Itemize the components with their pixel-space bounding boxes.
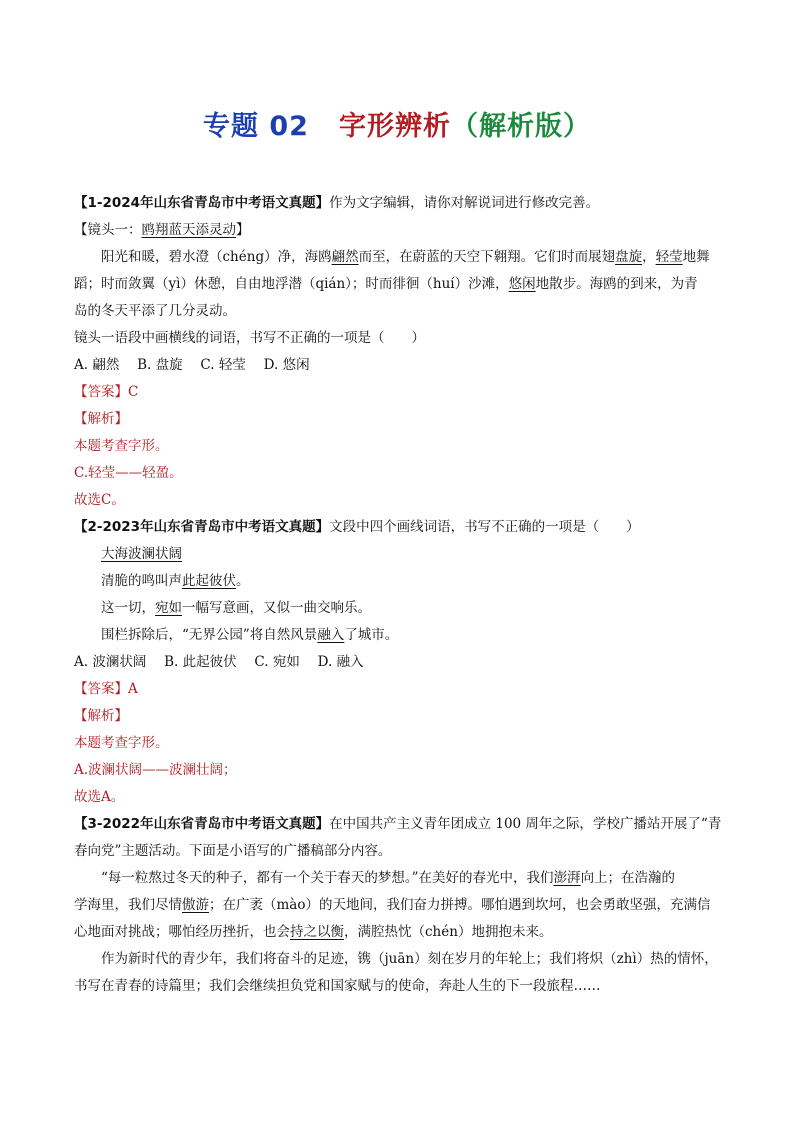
q1-analysis-1: 本题考查字形。 (74, 438, 169, 454)
underlined-word: 傲游 (182, 897, 209, 913)
text-span: ；在广袤（mào）的天地间，我们奋力拼搏。哪怕遇到坎坷，也会勇敢坚强，充满信 (209, 897, 711, 913)
q3-header-line (74, 811, 724, 838)
text-span: 蹈；时而敛翼（yì）休憩，自由地浮潜（qián）；时而徘徊（huí）沙滩， (74, 276, 509, 292)
text-span: 心地面对挑战；哪怕经历挫折，也会 (74, 924, 290, 940)
q3-passage-line-3 (74, 919, 724, 946)
underlined-word: 持之以衡 (290, 924, 344, 940)
q1-intro: 作为文字编辑，请你对解说词进行修改完善。 (329, 195, 600, 211)
q2-source: 【2-2023年山东省青岛市中考语文真题】 (74, 519, 330, 535)
underlined-word: 澎湃 (553, 870, 581, 886)
q1-analysis-label: 【解析】 (74, 411, 128, 427)
q1-passage-line-3: 岛的冬天平添了几分灵动。 (74, 303, 236, 319)
q2-answer: 【答案】A (74, 681, 138, 697)
text-span: 一幅写意画，又似一曲交响乐。 (182, 600, 371, 616)
text-span: 阳光和暖，碧水澄（chéng）净，海鸥 (101, 249, 332, 265)
text-span: 学海里，我们尽情 (74, 897, 182, 913)
q2-line-1 (74, 541, 724, 568)
document-body (74, 190, 724, 1000)
q2-analysis-2: A.波澜状阔——波澜壮阔； (74, 762, 237, 778)
q1-answer: 【答案】C (74, 384, 139, 400)
q2-analysis-3: 故选A。 (74, 789, 125, 805)
q2-line-4 (74, 622, 724, 649)
text-span: 而至，在蔚蓝的天空下翱翔。它们时而展翅 (358, 249, 616, 265)
title-version: （解析版） (450, 111, 591, 142)
q2-line-2 (74, 568, 724, 595)
q3-passage-line-2 (74, 892, 724, 919)
q3-intro-1: 在中国共产主义青年团成立 100 周年之际，学校广播站开展了“青 (329, 816, 722, 832)
q3-passage-line-5: 书写在青春的诗篇里；我们会继续担负党和国家赋与的使命，奔赴人生的下一段旅程…… (74, 978, 601, 994)
q1-passage-line-2 (74, 271, 724, 298)
text-span: 向上；在浩瀚的 (580, 870, 676, 886)
text-span: ，满腔热忱（chén）地拥抱未来。 (344, 924, 553, 940)
q1-analysis-2: C.轻莹——轻盈。 (74, 465, 183, 481)
q2-analysis-label: 【解析】 (74, 708, 128, 724)
underlined-word: 轻莹 (655, 249, 683, 265)
q1-lens-suffix: 】 (236, 222, 250, 238)
q2-options: A. 波澜状阔 B. 此起彼伏 C. 宛如 D. 融入 (74, 654, 364, 670)
text-span: ， (642, 249, 656, 265)
text-span: 。 (236, 573, 250, 589)
underlined-word: 盘旋 (615, 249, 643, 265)
q1-lens-prefix: 【镜头一： (74, 222, 142, 238)
underlined-word: 翩然 (331, 249, 359, 265)
q1-analysis-3: 故选C。 (74, 492, 125, 508)
text-span: 清脆的鸣叫声 (101, 573, 182, 589)
q2-line-3 (74, 595, 724, 622)
underlined-word: 悠闲 (508, 276, 536, 292)
text-span: 地舞 (682, 249, 710, 265)
q1-lens-heading (74, 217, 724, 244)
q3-passage-line-4: 作为新时代的青少年，我们将奋斗的足迹，镌（juān）刻在岁月的年轮上；我们将炽（zhì）热的情怀， (101, 951, 718, 967)
text-span: 围栏拆除后，“无界公园”将自然风景 (101, 627, 318, 643)
q1-passage-line-1 (74, 244, 724, 271)
q2-intro: 文段中四个画线词语，书写不正确的一项是（ ） (329, 519, 640, 535)
underlined-word: 宛如 (155, 600, 182, 616)
q2-header-line (74, 514, 724, 541)
underlined-word: 大海波澜状阔 (101, 546, 182, 562)
title-topic-name: 字形辨析 (338, 111, 451, 142)
q1-header-line (74, 190, 724, 217)
text-span: 这一切， (101, 600, 155, 616)
underlined-word: 此起彼伏 (182, 573, 236, 589)
q3-passage-line-1 (74, 865, 724, 892)
title-topic-number: 专题 02 (203, 111, 309, 142)
q3-source: 【3-2022年山东省青岛市中考语文真题】 (74, 816, 330, 832)
q2-analysis-1: 本题考查字形。 (74, 735, 169, 751)
q1-source: 【1-2024年山东省青岛市中考语文真题】 (74, 195, 330, 211)
q3-intro-2: 春向党”主题活动。下面是小语写的广播稿部分内容。 (74, 843, 392, 859)
underlined-word: 融入 (317, 627, 345, 643)
q1-question: 镜头一语段中画横线的词语，书写不正确的一项是（ ） (74, 330, 425, 346)
text-span: 地散步。海鸥的到来，为青 (535, 276, 698, 292)
page-title (0, 104, 794, 143)
text-span: 了城市。 (344, 627, 399, 643)
q1-options: A. 翩然 B. 盘旋 C. 轻莹 D. 悠闲 (74, 357, 310, 373)
text-span: “每一粒熬过冬天的种子，都有一个关于春天的梦想。”在美好的春光中，我们 (101, 870, 554, 886)
q1-lens-title: 鸥翔蓝天添灵动 (141, 222, 236, 238)
